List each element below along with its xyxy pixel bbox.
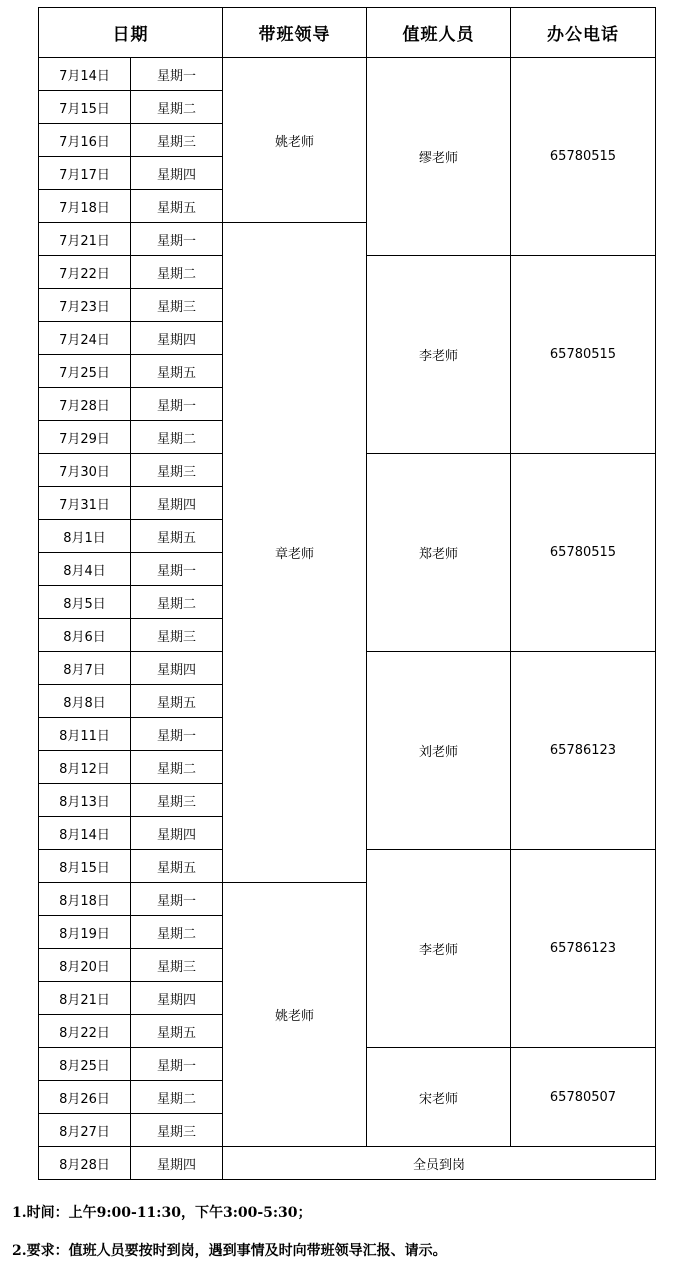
date-cell: 7月24日 [39, 322, 131, 355]
staff-cell: 缪老师 [367, 58, 511, 256]
weekday-cell: 星期五 [131, 190, 223, 223]
weekday-cell: 星期五 [131, 355, 223, 388]
staff-cell: 宋老师 [367, 1048, 511, 1147]
phone-cell: 65786123 [511, 850, 656, 1048]
weekday-cell: 星期二 [131, 91, 223, 124]
date-cell: 8月8日 [39, 685, 131, 718]
phone-cell: 65786123 [511, 652, 656, 850]
date-cell: 8月12日 [39, 751, 131, 784]
weekday-cell: 星期一 [131, 553, 223, 586]
date-cell: 8月20日 [39, 949, 131, 982]
weekday-cell: 星期二 [131, 421, 223, 454]
phone-cell: 65780515 [511, 454, 656, 652]
weekday-cell: 星期五 [131, 520, 223, 553]
date-cell: 8月18日 [39, 883, 131, 916]
weekday-cell: 星期二 [131, 1081, 223, 1114]
date-cell: 7月17日 [39, 157, 131, 190]
weekday-cell: 星期一 [131, 883, 223, 916]
date-cell: 8月22日 [39, 1015, 131, 1048]
date-cell: 7月29日 [39, 421, 131, 454]
notes [12, 1203, 667, 1279]
date-cell: 7月31日 [39, 487, 131, 520]
date-cell: 7月22日 [39, 256, 131, 289]
date-cell: 7月28日 [39, 388, 131, 421]
weekday-cell: 星期四 [131, 1147, 223, 1180]
date-cell: 8月4日 [39, 553, 131, 586]
weekday-cell: 星期三 [131, 784, 223, 817]
weekday-cell: 星期二 [131, 916, 223, 949]
date-cell: 8月25日 [39, 1048, 131, 1081]
header-leader: 带班领导 [223, 8, 367, 58]
staff-cell: 刘老师 [367, 652, 511, 850]
weekday-cell: 星期四 [131, 157, 223, 190]
weekday-cell: 星期一 [131, 1048, 223, 1081]
weekday-cell: 星期一 [131, 223, 223, 256]
header-phone: 办公电话 [511, 8, 656, 58]
note-requirement: 2.要求：值班人员要按时到岗，遇到事情及时向带班领导汇报、请示。 [12, 1243, 447, 1259]
staff-cell: 李老师 [367, 256, 511, 454]
weekday-cell: 星期三 [131, 124, 223, 157]
date-cell: 7月25日 [39, 355, 131, 388]
date-cell: 8月13日 [39, 784, 131, 817]
date-cell: 7月18日 [39, 190, 131, 223]
phone-cell: 65780507 [511, 1048, 656, 1147]
schedule-row [39, 1147, 656, 1180]
phone-cell: 65780515 [511, 256, 656, 454]
date-cell: 8月15日 [39, 850, 131, 883]
weekday-cell: 星期三 [131, 949, 223, 982]
phone-cell: 65780515 [511, 58, 656, 256]
date-cell: 7月21日 [39, 223, 131, 256]
weekday-cell: 星期五 [131, 685, 223, 718]
weekday-cell: 星期三 [131, 619, 223, 652]
all-staff-cell: 全员到岗 [223, 1147, 656, 1180]
weekday-cell: 星期五 [131, 850, 223, 883]
date-cell: 8月19日 [39, 916, 131, 949]
date-cell: 8月28日 [39, 1147, 131, 1180]
leader-cell: 姚老师 [223, 58, 367, 223]
duty-schedule-table [38, 7, 656, 1180]
weekday-cell: 星期一 [131, 718, 223, 751]
weekday-cell: 星期三 [131, 454, 223, 487]
weekday-cell: 星期一 [131, 388, 223, 421]
weekday-cell: 星期四 [131, 652, 223, 685]
weekday-cell: 星期三 [131, 1114, 223, 1147]
weekday-cell: 星期四 [131, 982, 223, 1015]
note-time: 1.时间：上午9:00-11:30，下午3:00-5:30； [12, 1205, 312, 1221]
weekday-cell: 星期四 [131, 487, 223, 520]
leader-cell: 姚老师 [223, 883, 367, 1147]
date-cell: 8月11日 [39, 718, 131, 751]
staff-cell: 李老师 [367, 850, 511, 1048]
schedule-row [39, 58, 656, 91]
staff-cell: 郑老师 [367, 454, 511, 652]
date-cell: 8月1日 [39, 520, 131, 553]
header-staff: 值班人员 [367, 8, 511, 58]
date-cell: 8月14日 [39, 817, 131, 850]
date-cell: 8月21日 [39, 982, 131, 1015]
weekday-cell: 星期四 [131, 817, 223, 850]
date-cell: 8月7日 [39, 652, 131, 685]
weekday-cell: 星期四 [131, 322, 223, 355]
date-cell: 7月14日 [39, 58, 131, 91]
date-cell: 8月6日 [39, 619, 131, 652]
header-date: 日期 [39, 8, 223, 58]
leader-cell: 章老师 [223, 223, 367, 883]
header-row [39, 8, 656, 58]
date-cell: 7月30日 [39, 454, 131, 487]
weekday-cell: 星期一 [131, 58, 223, 91]
date-cell: 7月15日 [39, 91, 131, 124]
date-cell: 8月26日 [39, 1081, 131, 1114]
weekday-cell: 星期五 [131, 1015, 223, 1048]
weekday-cell: 星期三 [131, 289, 223, 322]
date-cell: 8月5日 [39, 586, 131, 619]
weekday-cell: 星期二 [131, 586, 223, 619]
weekday-cell: 星期二 [131, 256, 223, 289]
weekday-cell: 星期二 [131, 751, 223, 784]
date-cell: 8月27日 [39, 1114, 131, 1147]
date-cell: 7月16日 [39, 124, 131, 157]
date-cell: 7月23日 [39, 289, 131, 322]
